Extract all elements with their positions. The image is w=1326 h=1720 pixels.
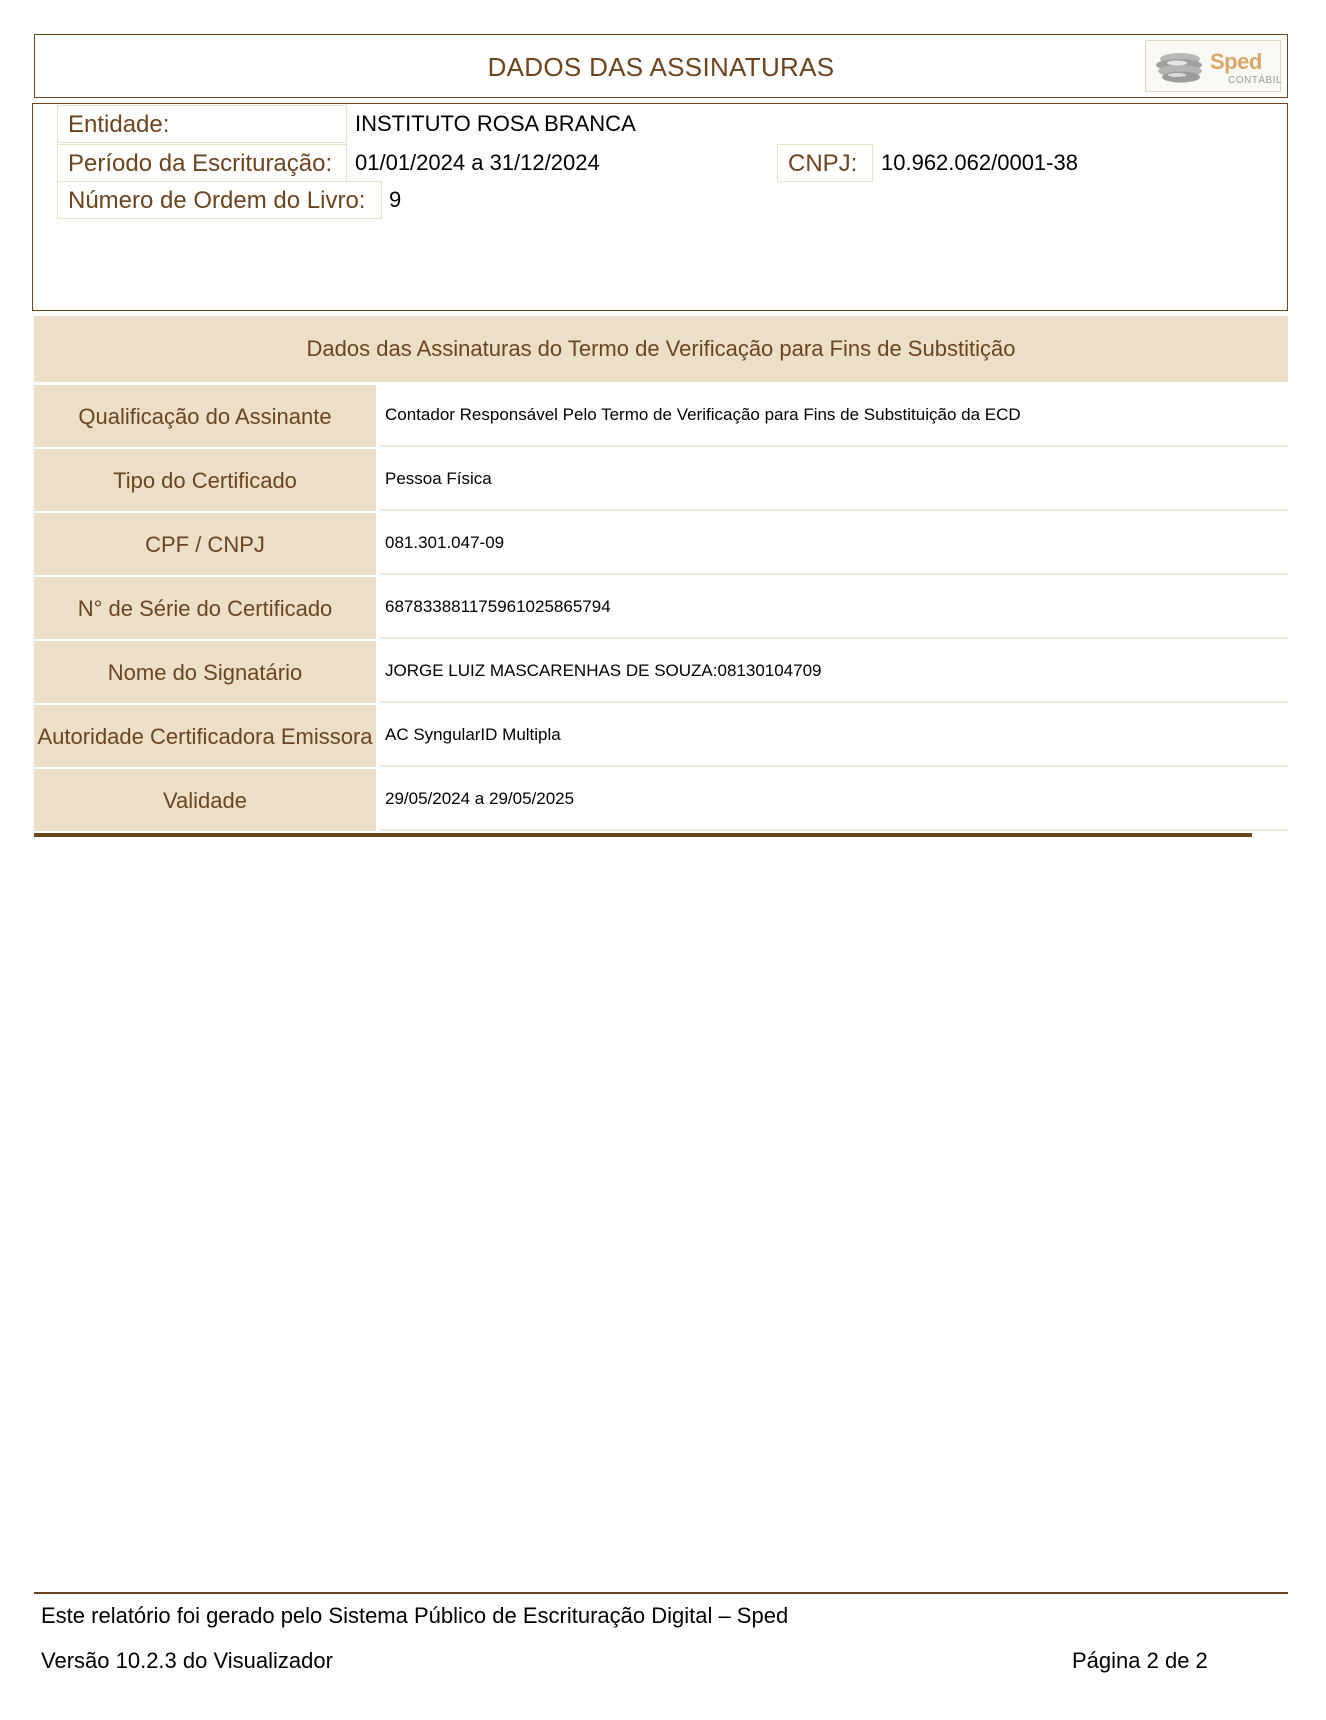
- table-bottom-rule: [34, 833, 1252, 837]
- row-label: Nome do Signatário: [34, 641, 376, 703]
- periodo-label: Período da Escrituração:: [57, 144, 347, 182]
- table-row: [34, 705, 1288, 767]
- row-value: Pessoa Física: [379, 449, 1288, 511]
- row-value: AC SyngularID Multipla: [379, 705, 1288, 767]
- row-value: 081.301.047-09: [379, 513, 1288, 575]
- periodo-value: 01/01/2024 a 31/12/2024: [355, 150, 600, 175]
- footer-page-number: Página 2 de 2: [1072, 1648, 1208, 1673]
- footer-version: Versão 10.2.3 do Visualizador: [41, 1648, 333, 1673]
- table-row: [34, 577, 1288, 639]
- row-value: JORGE LUIZ MASCARENHAS DE SOUZA:08130104709: [379, 641, 1288, 703]
- signatures-section-title: Dados das Assinaturas do Termo de Verificação para Fins de Substitição: [34, 316, 1288, 382]
- table-row: [34, 513, 1288, 575]
- row-label: CPF / CNPJ: [34, 513, 376, 575]
- row-value: 29/05/2024 a 29/05/2025: [379, 769, 1288, 831]
- row-value: Contador Responsável Pelo Termo de Verificação para Fins de Substituição da ECD: [379, 385, 1288, 447]
- row-label: N° de Série do Certificado: [34, 577, 376, 639]
- table-row: [34, 641, 1288, 703]
- cnpj-value: 10.962.062/0001-38: [881, 150, 1078, 175]
- table-row: [34, 769, 1288, 831]
- footer-divider: [34, 1592, 1288, 1594]
- entidade-label: Entidade:: [57, 105, 347, 143]
- entidade-value: INSTITUTO ROSA BRANCA: [355, 111, 636, 136]
- row-label: Tipo do Certificado: [34, 449, 376, 511]
- table-row: [34, 385, 1288, 447]
- ordem-label: Número de Ordem do Livro:: [57, 181, 382, 219]
- report-title: DADOS DAS ASSINATURAS: [487, 52, 835, 82]
- ordem-value: 9: [389, 187, 402, 212]
- footer-generated-by: Este relatório foi gerado pelo Sistema Público de Escrituração Digital – Sped: [41, 1603, 789, 1628]
- row-label: Qualificação do Assinante: [34, 385, 376, 447]
- cnpj-label: CNPJ:: [777, 144, 873, 182]
- sped-logo: [1145, 40, 1281, 92]
- row-label: Autoridade Certificadora Emissora: [34, 705, 376, 767]
- sped-logo-subtitle: CONTÁBIL: [1228, 75, 1283, 86]
- entity-info-box: [32, 103, 1288, 311]
- row-label: Validade: [34, 769, 376, 831]
- row-value: 687833881175961025865794: [379, 577, 1288, 639]
- report-header: [34, 34, 1288, 98]
- table-row: [34, 449, 1288, 511]
- sped-logo-text: Sped: [1210, 49, 1262, 74]
- sped-disk-icon: [1155, 51, 1205, 85]
